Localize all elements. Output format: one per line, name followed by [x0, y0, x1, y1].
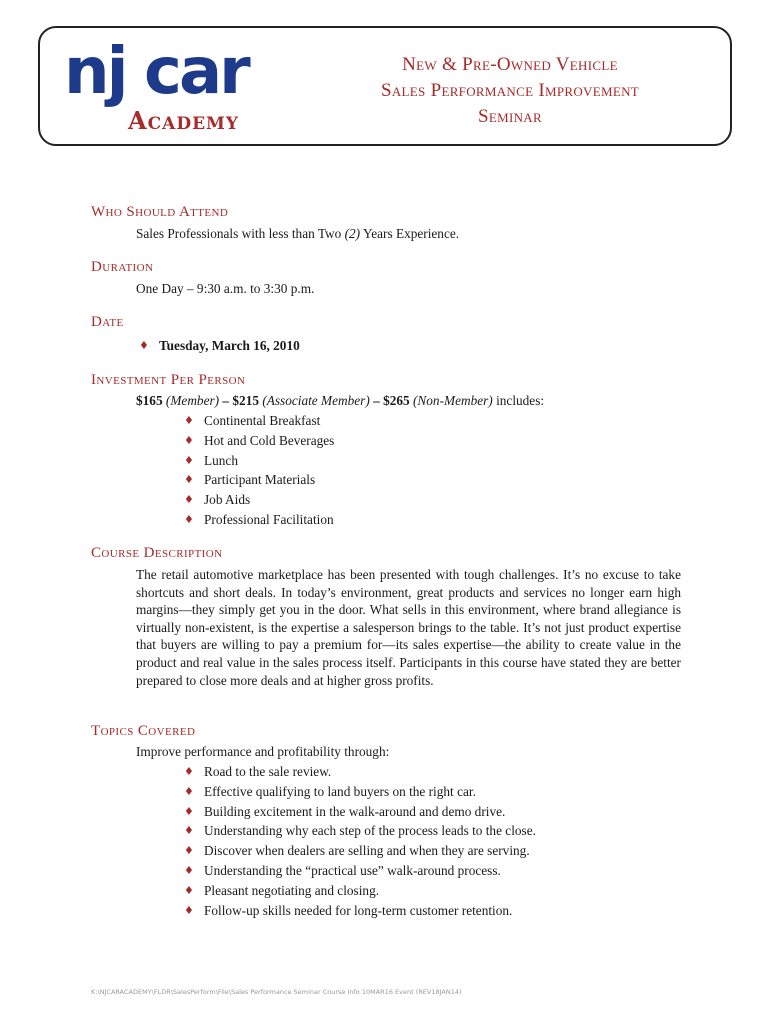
list-item — [184, 470, 334, 490]
topic-item: Follow-up skills needed for long-term customer retention. — [204, 902, 513, 918]
diamond-bullet-icon: ♦ — [184, 824, 194, 838]
price-non-member: $265 — [383, 393, 410, 408]
logo-nj-text: nj — [64, 35, 126, 109]
topic-item: Understanding why each step of the process leads to the close. — [204, 823, 536, 839]
label-member: (Member) — [165, 393, 220, 408]
include-item: Participant Materials — [204, 472, 316, 488]
who-text-c: Years Experience. — [360, 226, 460, 241]
duration-text: One Day – 9:30 a.m. to 3:30 p.m. — [136, 281, 315, 296]
label-associate: (Associate Member) — [262, 393, 370, 408]
diamond-bullet-icon: ♦ — [184, 863, 194, 877]
diamond-bullet-icon: ♦ — [184, 844, 194, 858]
logo-car-text: car — [144, 35, 248, 109]
header-box — [38, 26, 732, 146]
who-should-attend-text — [136, 224, 459, 244]
list-item — [184, 841, 536, 861]
list-item — [184, 881, 536, 901]
title-line-1: New & Pre-Owned Vehicle — [402, 54, 618, 75]
course-description-heading: Course Description — [91, 545, 223, 561]
list-item — [184, 431, 334, 451]
topic-item: Road to the sale review. — [204, 764, 332, 779]
list-item — [184, 411, 334, 431]
date-item: Tuesday, March 16, 2010 — [159, 338, 300, 353]
list-item — [184, 762, 536, 782]
seminar-title — [310, 52, 710, 130]
investment-includes-list — [184, 411, 334, 530]
price-sep-2: – — [369, 393, 384, 408]
list-item — [184, 451, 334, 471]
njcar-academy-logo — [64, 35, 264, 135]
topics-intro: Improve performance and profitability through: — [136, 744, 390, 759]
title-line-3: Seminar — [478, 106, 542, 127]
topics-covered-heading: Topics Covered — [91, 723, 196, 739]
include-item: Continental Breakfast — [204, 413, 321, 428]
duration-heading: Duration — [91, 259, 154, 275]
include-item: Professional Facilitation — [204, 511, 334, 527]
title-line-2: Sales Performance Improvement — [380, 80, 639, 101]
diamond-bullet-icon: ♦ — [184, 493, 194, 507]
include-item: Lunch — [204, 452, 238, 468]
price-associate: $215 — [232, 393, 259, 408]
footer-file-path: K:\NJCARACADEMY\FLDR\SalesPerform\File\Sales Performance Seminar Course Info 10MAR16 Event (REV18JAN14) — [91, 988, 462, 996]
price-member: $165 — [136, 393, 163, 408]
topic-item: Understanding the “practical use” walk-around process. — [204, 862, 501, 878]
date-heading: Date — [91, 314, 124, 330]
logo-academy-text: Academy — [128, 106, 239, 135]
topic-item: Building excitement in the walk-around and demo drive. — [204, 803, 506, 819]
price-sep-1: – — [219, 393, 233, 408]
diamond-bullet-icon: ♦ — [184, 784, 194, 798]
list-item — [184, 490, 334, 510]
course-description-paragraph: The retail automotive marketplace has been presented with tough challenges. It’s no excuse to take shortcuts and short deals. In today’s environment, great products and services no longer earn high margins—they simply get you in the door. What sells in this environment, where brand allegiance is virtually non-existent, is the expertise a salesperson brings to the table. It’s not just product expertise that buyers are willing to pay a premium for—its sales expertise—the ability to create value in the product and real value in the sales process itself. Participants in this course have stated they are better prepared to close more deals and at higher gross profits. — [136, 567, 681, 688]
diamond-bullet-icon: ♦ — [139, 339, 149, 352]
list-item — [184, 802, 536, 822]
investment-prices — [136, 391, 544, 411]
price-tail: includes: — [492, 393, 545, 408]
list-item — [184, 821, 536, 841]
topic-item: Discover when dealers are selling and when they are serving. — [204, 843, 530, 859]
who-text-a: Sales Professionals with less than Two — [136, 226, 345, 241]
list-item — [184, 861, 536, 881]
diamond-bullet-icon: ♦ — [184, 414, 194, 427]
list-item — [184, 510, 334, 530]
include-item: Hot and Cold Beverages — [204, 432, 335, 448]
label-non-member: (Non-Member) — [412, 393, 493, 408]
diamond-bullet-icon: ♦ — [184, 473, 194, 487]
diamond-bullet-icon: ♦ — [184, 903, 194, 917]
diamond-bullet-icon: ♦ — [184, 765, 194, 778]
who-should-attend-heading: Who Should Attend — [91, 204, 229, 220]
list-item — [139, 336, 300, 356]
investment-heading: Investment Per Person — [91, 372, 246, 388]
topics-list — [184, 762, 536, 920]
who-text-b: (2) — [344, 226, 361, 241]
topic-item: Effective qualifying to land buyers on the right car. — [204, 783, 476, 799]
list-item — [184, 901, 536, 921]
diamond-bullet-icon: ♦ — [184, 512, 194, 526]
include-item: Job Aids — [204, 492, 251, 508]
diamond-bullet-icon: ♦ — [184, 883, 194, 897]
list-item — [184, 782, 536, 802]
diamond-bullet-icon: ♦ — [184, 804, 194, 818]
diamond-bullet-icon: ♦ — [184, 433, 194, 447]
topic-item: Pleasant negotiating and closing. — [204, 882, 380, 898]
diamond-bullet-icon: ♦ — [184, 453, 194, 467]
date-list — [139, 336, 300, 356]
